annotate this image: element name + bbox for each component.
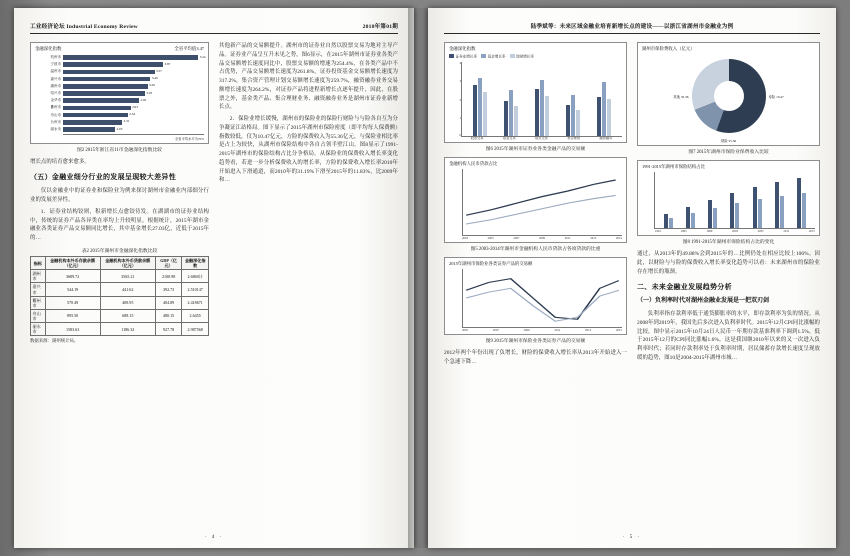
figure-2-chart <box>30 42 209 144</box>
subsection-heading-2-1: （一）负利率时代对湖州金融业发展是一把双刃剑 <box>637 298 770 305</box>
left-running-head <box>30 22 398 34</box>
bar-group <box>664 172 673 228</box>
table-header-row <box>31 256 209 269</box>
table-cell: 2.510147 <box>182 283 209 296</box>
x-label: 股票交易 <box>470 135 484 140</box>
bar-value: 2.95 <box>140 97 147 102</box>
x-label: 2011 <box>564 236 571 241</box>
x-axis-labels <box>655 229 815 233</box>
figure-5-chart <box>444 157 627 243</box>
x-label: 1991 <box>655 229 661 233</box>
table-cell: 1186.32 <box>100 323 155 336</box>
bar-row <box>35 97 204 104</box>
bar-group <box>504 62 518 136</box>
bar-value: 2.31 <box>123 119 130 124</box>
bar-group <box>566 62 580 136</box>
x-label: 2003 <box>462 236 468 241</box>
bar-row <box>35 83 204 90</box>
table-2-source: 数据来源：湖州统计局。 <box>30 338 79 344</box>
right-page-column-1 <box>444 42 627 514</box>
table-row <box>31 309 209 322</box>
x-label: 2007 <box>757 229 764 233</box>
table-cell: 408.95 <box>100 296 155 309</box>
paragraph: 1．证券业结构铰则，积新增长点愈铰待发。在湖湖市的证券业结构中，传统的证券产品各异类在率均上升较明显。根据统计，2015年湖市金融业各类证券产品交易额同比增长，其中基金增长27.03亿，近低于2015年的… <box>30 208 209 242</box>
x-label: 2007 <box>492 328 499 333</box>
figure-7-title: 湖州市保险费收入（亿元） <box>642 46 695 51</box>
x-label: 2014 <box>615 236 622 241</box>
x-label: 2009 <box>539 236 546 241</box>
table-cell: 2.987568 <box>182 323 209 336</box>
bar-row <box>35 61 204 68</box>
bar-value: 2.54 <box>129 112 136 117</box>
y-axis: 4 3 2 1 0 <box>459 60 461 137</box>
table-header-cell: 金融机构本外币存款余额（亿元） <box>45 256 100 269</box>
paragraph: 2012年两个年份出现了负增长，财险的保费收入增长率从2013年开始进入一个急速下降… <box>444 350 627 365</box>
figure-2-caption: 图2 2015年浙江省11市金融深化指数比较 <box>77 147 162 153</box>
right-page-column-2 <box>637 42 820 514</box>
bar-label: 湖州市 <box>50 83 61 88</box>
figure-2-legend: 全省平均值3.47 <box>174 46 204 51</box>
bar-label: 舟山市 <box>50 112 61 117</box>
bar-plot <box>654 172 815 229</box>
x-label: 2015 <box>808 229 815 233</box>
paragraph: 2．保险业增长缓慢，湖州市的保险业的保险行财险与与险各自互为分争凝证江站格局。图下显示了2015年湖州市保险密度（即平均每人保费额）指数较低，仅为10.47亿元，方险的保费收入为55.36亿元，与保险业相比率是占上为较快，从湖州市保险结构中各自占领半壁江山。图8显示了1991-2015年湖州市的保险结构占比分争格局。从保险业的保费收入增长率变化趋势看，若进一步分析保费收入的增长率，方险的保费收入增长率2010年开始进入下滑通道，而2010年的31.19%下滑至2015年的11.83%，比2009年和… <box>219 116 398 184</box>
section-heading-2: 二、未来金融业发展趋势分析 <box>637 283 732 292</box>
table-cell: 1583.63 <box>45 323 100 336</box>
bar-label: 杭州市 <box>50 55 61 60</box>
figure-9-chart <box>444 257 627 335</box>
bar-label: 绍兴市 <box>50 91 61 96</box>
left-page <box>14 8 414 548</box>
bar-value: 3.29 <box>149 83 155 88</box>
table-row <box>31 296 209 309</box>
x-label: 2005 <box>487 236 494 241</box>
x-label: 债券交易 <box>535 135 548 140</box>
table-row <box>31 283 209 296</box>
figure-2-title: 金融深化指数 <box>35 46 62 51</box>
slice-label: 寿险 10.47 <box>768 94 784 99</box>
bar-label: 嘉兴市 <box>50 76 61 81</box>
page-number-text: · 5 · <box>622 535 642 540</box>
table-cell: 舟山市 <box>31 309 46 322</box>
legend-item: 基金增长率 <box>481 54 505 60</box>
line-plot <box>462 169 622 236</box>
bar-value: 2.05 <box>116 126 123 131</box>
x-axis-labels <box>462 328 622 332</box>
bar-value: 3.57 <box>156 69 162 74</box>
table-cell: 3565.21 <box>100 270 155 283</box>
x-label: 集合理财 <box>567 135 581 140</box>
x-label: 融资融券 <box>599 135 613 140</box>
bar-group <box>535 62 549 136</box>
bar-group <box>775 172 784 228</box>
bar-group <box>708 172 717 228</box>
table-cell: 441.62 <box>100 283 155 296</box>
table-cell: 2.6860计 <box>182 270 209 283</box>
running-head-issue: 2018年第01期 <box>362 24 398 30</box>
paragraph: 其他新产品的交易额提升。湖州市的证券业自然以股票交易为地对主导产品。证券业产品呈互升未见之势，图6显示，在2015年湖州市证券业各类产品交易额增长速度同比中，股票交易额的增速为254.4%，在各类产品中不占优势，产品交易额增长速度为261.8%，证券投资基金交易额增长速度为317.2%，集合资产管理计划交易额增长速度为259.7%，融资融券业务交易额增长速度为264.2%，对证券产品将进程新增长点逐年提升，因此，在股票之外，基金类产品、集合理财业务、融资融券业务是湖州市证券业新增长点。 <box>219 43 398 111</box>
figure-6-caption: 图6 2015年湖州市证券业各类金融产品的交易额 <box>485 147 586 153</box>
table-header-cell: 指标 <box>31 256 46 269</box>
page-number-text: · 4 · <box>204 535 224 540</box>
figure-5-title: 金融机构人民币贷款占比 <box>449 161 498 167</box>
x-label: 2011 <box>783 229 790 233</box>
figure-8-title: 1991-2015年湖州市保险结构占比 <box>642 164 705 169</box>
figure-6-title: 金融深化指数 <box>449 46 476 51</box>
x-label: 2005 <box>462 328 468 333</box>
table-cell: 544.19 <box>45 283 100 296</box>
x-label: 1999 <box>706 229 713 233</box>
table-cell: 衢州市 <box>31 296 46 309</box>
bar-label: 宁波市 <box>50 62 61 67</box>
section-heading-5: （五）金融业细分行业的发展呈现较大差异性 <box>30 173 176 182</box>
line-series <box>463 269 622 327</box>
right-running-head <box>444 22 820 34</box>
figure-6-chart <box>444 42 627 143</box>
bar-row <box>35 90 204 97</box>
bar-value: 3.18 <box>146 90 152 95</box>
x-axis-labels <box>461 137 622 141</box>
slice-label: 其他 35.36 <box>673 94 689 99</box>
figure-8-caption: 图8 1991-2015年湖州市保险结构占比的变化 <box>682 240 775 245</box>
table-header-cell: GDP（亿元） <box>155 256 182 269</box>
table-cell: 895.50 <box>45 309 100 322</box>
x-label: 2009 <box>523 328 530 333</box>
table-cell: 688.15 <box>100 309 155 322</box>
bar-value: 3.40 <box>151 76 158 81</box>
table-cell: 嘉兴市 <box>31 283 46 296</box>
figure-9-title: 2015年湖州市保险业各类证券产品的交易额 <box>449 261 533 267</box>
bar-group <box>473 62 487 136</box>
table-cell: 3689.72 <box>45 270 100 283</box>
bar-row <box>35 119 204 126</box>
bar-value: 3.87 <box>164 61 171 66</box>
table-cell: 2100.98 <box>155 270 182 283</box>
table-header-cell: 金融深化指数 <box>182 256 209 269</box>
bar-label: 衢州市 <box>50 105 61 110</box>
slice-label: 财险 55.36 <box>720 139 737 143</box>
table-header-cell: 金融机构本外币贷款余额（亿元） <box>100 256 155 269</box>
table-2 <box>30 256 209 336</box>
chart-axis <box>63 134 204 135</box>
x-label: 2013 <box>585 328 592 333</box>
table-cell: 570.49 <box>45 296 100 309</box>
figure-6-legend <box>449 54 622 60</box>
running-head-article-title: 陆季斌等：未来区域金融业培育新增长点的建设——以浙江省湖州市金融业为例 <box>530 24 734 30</box>
bar-row <box>35 68 204 75</box>
figure-8-chart <box>637 160 820 236</box>
table-cell: 480.15 <box>155 309 182 322</box>
bar-group <box>597 62 611 136</box>
bar-value: 5.24 <box>199 54 206 59</box>
table-cell: 丽水市 <box>31 323 46 336</box>
paragraph: 通过，从2013年的49.88%会到2015年的…比例仍处在相应比较上106%。因此，以财险与与险的保费收入增长率变化趋势可以看：未来湖州市的保险业存在增长的瓶颈。 <box>637 251 820 275</box>
table-row <box>31 323 209 336</box>
bar-label: 金华市 <box>50 98 61 103</box>
bar-label: 温州市 <box>50 69 61 74</box>
table-cell: 湖州市 <box>31 270 46 283</box>
left-page-column-1 <box>30 42 209 514</box>
figure-5-caption: 图5 2003-2014年湖州市金融机构人民币贷款占各项贷款的比重 <box>470 247 601 253</box>
bar-row <box>35 76 204 83</box>
paragraph: 负利率指存款利率低于通货膨胀率的水平，即存款利率为负的情况。从2008年到2019年，我国先后多次进入负利率时代。2015年12月CPI同比涨幅的比较，图中显示2015年10月24日人民币一年期存款基准利率下调到1.5%，低于2015年12月的CPI同比涨幅1.6%，这是我国继2010年以来的又一次进入负利率时代；若同时存款利率处于负利率时期，居民储蓄存款增长速度呈现放缓的趋势，图10是2004-2015年湖州市城… <box>637 311 820 361</box>
bar-row <box>35 104 204 111</box>
x-axis-labels <box>462 236 622 240</box>
table-cell: 404.89 <box>155 296 182 309</box>
figure-9-caption: 图9 2015年湖州市保险业各类证券产品的交易额 <box>485 339 586 345</box>
bar-group <box>730 172 739 228</box>
paragraph: 增长点的培育愈来愈多。 <box>30 158 90 165</box>
paragraph: 仅以金融业中的证券业和保险业为例来探讨湖州市金融业内部细分行业的发展差异性。 <box>30 188 209 204</box>
table-2-caption: 表2 2015年湖州市金融深化指数比较 <box>81 248 158 254</box>
bar-row <box>35 54 204 61</box>
legend-item: 证券业增长率 <box>449 54 477 60</box>
table-cell: 2.6455 <box>182 309 209 322</box>
bar-label: 丽水市 <box>50 126 61 131</box>
legend-item: 理财增长率 <box>510 54 534 60</box>
running-head-journal: 工业经济论坛 Industrial Economy Review <box>30 24 138 30</box>
x-label: 2007 <box>513 236 520 241</box>
x-label: 2013 <box>590 236 597 241</box>
x-label: 2015 <box>615 328 622 333</box>
bar-row <box>35 112 204 119</box>
x-label: 1995 <box>680 229 687 233</box>
table-cell: 927.78 <box>155 323 182 336</box>
figure-7-chart <box>637 42 820 146</box>
grouped-bar-plot <box>461 62 622 137</box>
left-page-column-2 <box>219 42 398 514</box>
table-row <box>31 270 209 283</box>
figure-7-caption: 图7 2015年湖州市保险业保费收入比较 <box>688 150 769 155</box>
donut-plot <box>642 54 815 138</box>
table-cell: 392.73 <box>155 283 182 296</box>
figure-2-footnote: · 全省平均水平为70% <box>172 136 204 141</box>
right-page <box>428 8 836 548</box>
left-page-number <box>14 535 414 540</box>
line-plot <box>462 269 622 328</box>
bar-row <box>35 126 204 133</box>
bar-group <box>797 172 806 228</box>
x-label: 2003 <box>732 229 739 233</box>
x-label: 2011 <box>554 328 561 333</box>
right-page-number <box>428 535 836 540</box>
bar-value: 2.63 <box>132 105 138 110</box>
donut-ring <box>692 59 766 133</box>
bar-group <box>753 172 762 228</box>
bar-label: 台州市 <box>50 119 61 124</box>
x-label: 基金交易 <box>502 135 516 140</box>
line-series <box>463 169 622 235</box>
table-cell: 2.418671 <box>182 296 209 309</box>
bar-group <box>686 172 695 228</box>
